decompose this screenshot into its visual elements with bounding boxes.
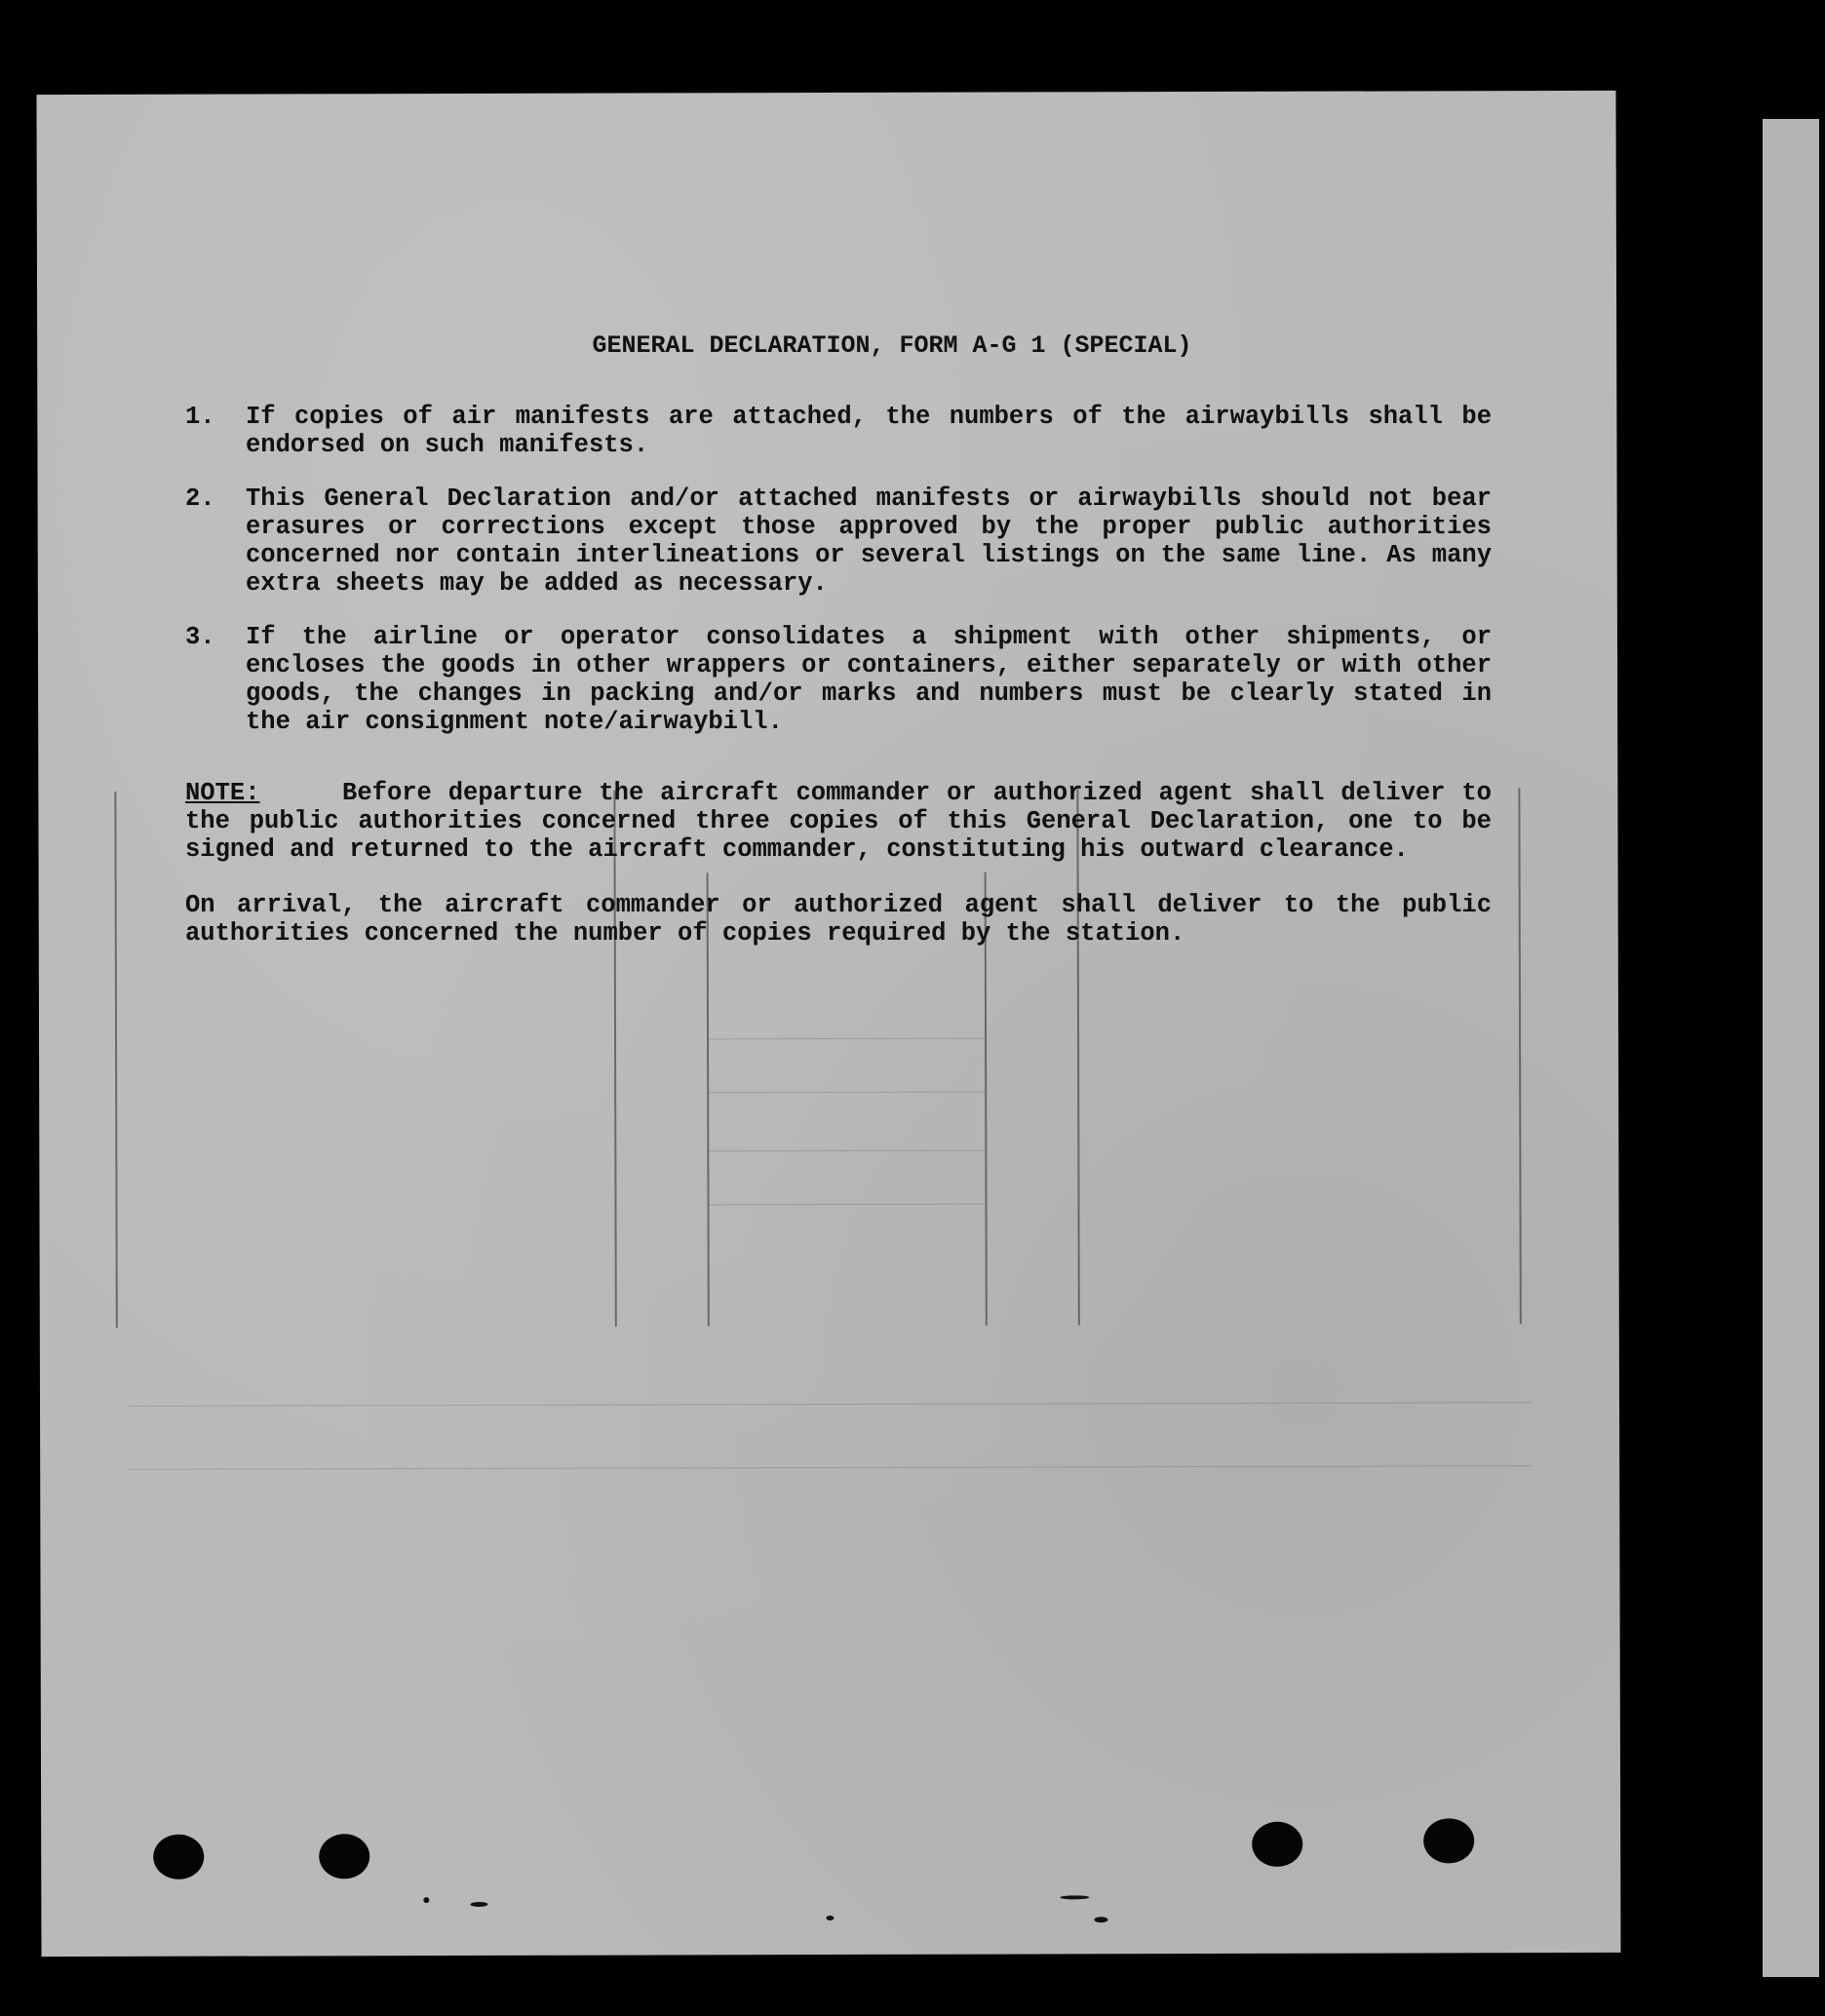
arrival-paragraph: On arrival, the aircraft commander or authorized agent shall deliver to the public authorities concerned the number of copies required by the station. bbox=[185, 891, 1492, 948]
dust-speck bbox=[1060, 1895, 1089, 1899]
item-number: 2. bbox=[185, 485, 215, 513]
document-title: GENERAL DECLARATION, FORM A-G 1 (SPECIAL) bbox=[592, 331, 1192, 360]
dust-speck bbox=[423, 1897, 429, 1903]
adjacent-page-edge bbox=[1763, 119, 1819, 1977]
punch-hole bbox=[1423, 1818, 1474, 1863]
punch-hole bbox=[1252, 1822, 1302, 1867]
item-text: If copies of air manifests are attached, the numbers of the airwaybills shall be endorsed on such manifests. bbox=[246, 403, 1492, 459]
show-through-line bbox=[707, 1038, 985, 1040]
dust-speck bbox=[1094, 1917, 1107, 1922]
show-through-line bbox=[707, 1092, 985, 1094]
instruction-item bbox=[185, 485, 1492, 598]
item-number: 1. bbox=[185, 403, 215, 431]
instruction-item bbox=[185, 403, 1492, 459]
note-text: Before departure the aircraft commander or authorized agent shall deliver to the public authorities concerned three copies of this General Declaration, one to be signed and returned to the aircraft commander, constituting his outward clearance. bbox=[185, 779, 1492, 864]
show-through-line bbox=[707, 1150, 985, 1152]
declaration-instructions bbox=[185, 331, 1492, 948]
show-through-line bbox=[114, 792, 117, 1328]
show-through-line bbox=[128, 1465, 1532, 1470]
show-through-line bbox=[128, 1402, 1532, 1407]
dust-speck bbox=[826, 1916, 834, 1920]
show-through-line bbox=[1518, 788, 1521, 1324]
item-text: If the airline or operator consolidates a shipment with other shipments, or encloses the goods in other wrappers or containers, either separately or with other goods, the changes in packing and/or marks and numbers must be clearly stated in the air consignment note/airwaybill. bbox=[246, 623, 1492, 736]
item-text: This General Declaration and/or attached manifests or airwaybills should not bear erasures or corrections except those approved by the proper public authorities concerned nor contain interlineations or several listings on the same line. As many extra sheets may be added as necessary. bbox=[246, 485, 1492, 598]
instruction-item bbox=[185, 623, 1492, 736]
show-through-line bbox=[707, 1204, 985, 1206]
punch-hole bbox=[153, 1835, 204, 1880]
note-spacer bbox=[276, 779, 326, 807]
punch-hole bbox=[319, 1834, 369, 1879]
note-paragraph bbox=[185, 779, 1492, 864]
item-number: 3. bbox=[185, 623, 215, 651]
note-label: NOTE: bbox=[185, 779, 260, 807]
dust-speck bbox=[470, 1902, 487, 1907]
